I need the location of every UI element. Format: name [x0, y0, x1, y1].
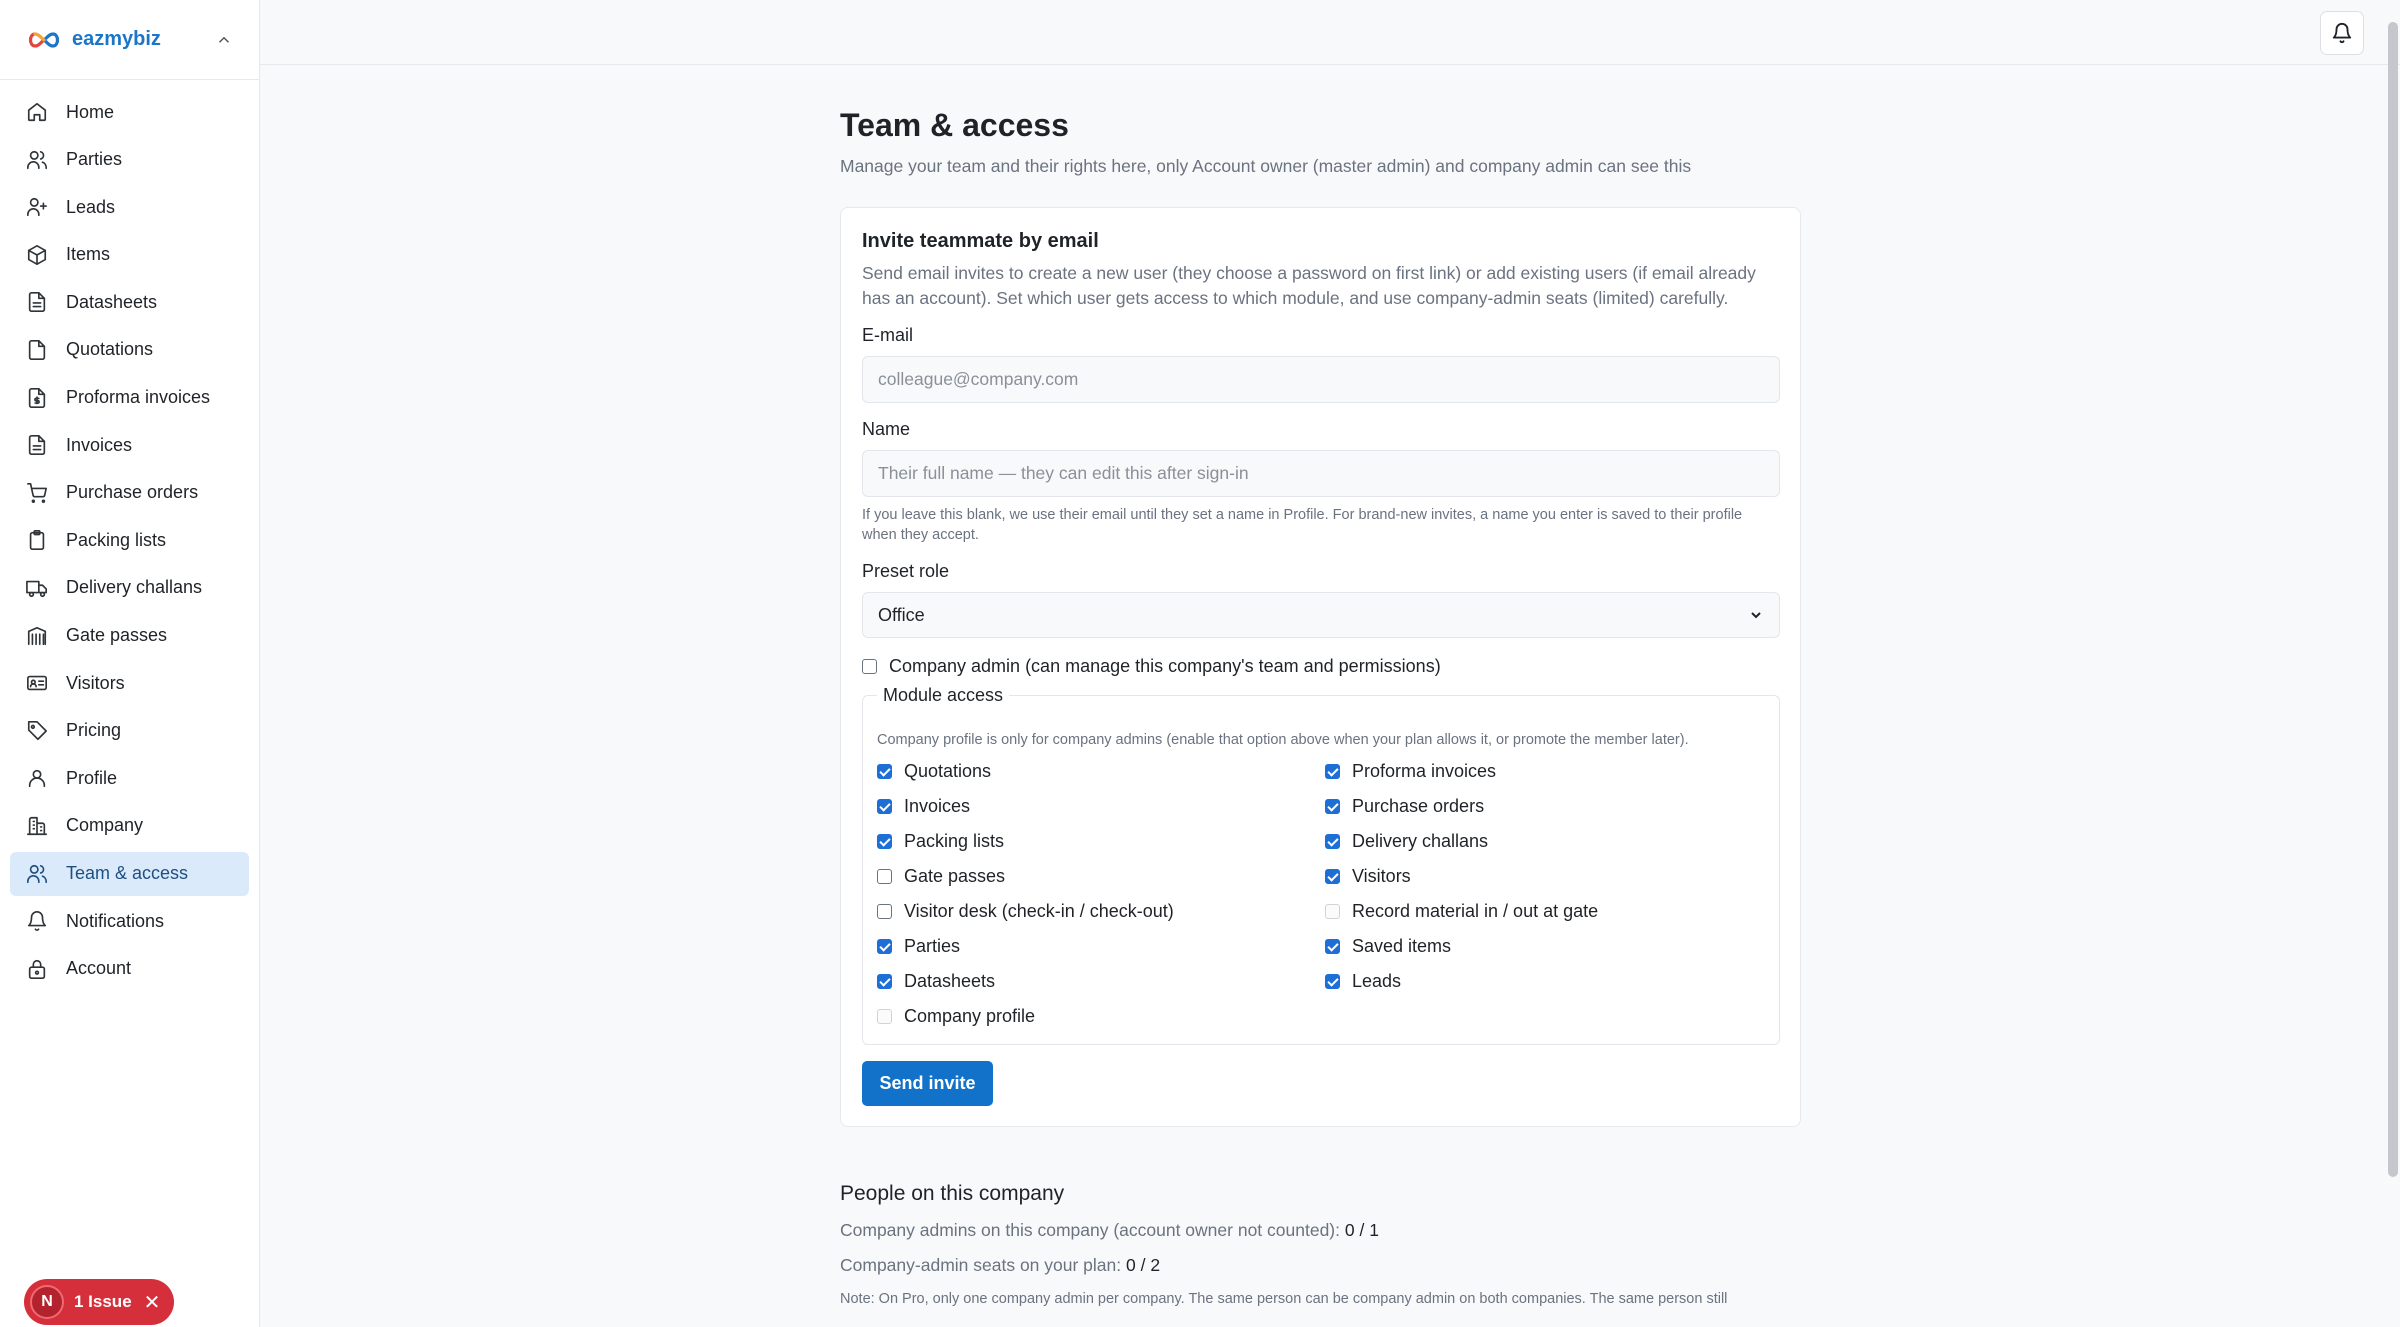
module-label: Parties [904, 936, 961, 956]
users-icon [26, 863, 48, 885]
file-text-icon [26, 291, 48, 313]
sidebar-item-label: Team & access [66, 863, 189, 883]
file-icon [26, 339, 48, 361]
module-access-note: Company profile is only for company admins (enable that option above when your plan allows it, or promote the member later). [877, 732, 1689, 748]
sidebar-item-invoices[interactable] [10, 423, 249, 467]
people-title: People on this company [840, 1182, 1065, 1205]
file-dollar-icon [26, 387, 48, 409]
company-admin-checkbox[interactable] [862, 659, 877, 674]
sidebar-item-delivery-challans[interactable] [10, 566, 249, 610]
module-invoices[interactable] [877, 789, 1325, 824]
module-saved-items[interactable] [1325, 929, 1773, 964]
module-label: Leads [1352, 971, 1402, 991]
module-label: Purchase orders [1352, 796, 1485, 816]
module-label: Datasheets [904, 971, 996, 991]
name-hint: If you leave this blank, we use their email until they set a name in Profile. For brand-new invites, a name you enter is saved to their profile when they accept. [862, 507, 1743, 543]
building-icon [26, 815, 48, 837]
sidebar-item-label: Company [66, 815, 144, 836]
sidebar-item-account[interactable] [10, 947, 249, 991]
name-field[interactable]: Their full name — they can edit this after sign-in [862, 450, 1780, 497]
preset-role-label: Preset role [862, 561, 950, 581]
id-card-icon [26, 672, 48, 694]
sidebar-item-purchase-orders[interactable] [10, 471, 249, 515]
sidebar-item-label: Account [66, 958, 132, 979]
module-datasheets[interactable] [877, 964, 1325, 999]
plan-note: Note: On Pro, only one company admin per company. The same person can be company admin on both companies. The same person still [840, 1291, 1728, 1307]
company-admin-toggle[interactable] [862, 656, 1779, 677]
email-field[interactable]: colleague@company.com [862, 356, 1780, 403]
invite-card [840, 207, 1801, 1127]
sidebar-item-proforma-invoices[interactable] [10, 376, 249, 420]
preset-role-select[interactable] [862, 592, 1780, 638]
module-packing-lists[interactable] [877, 824, 1325, 859]
module-checkbox[interactable] [877, 834, 892, 849]
file-text-icon [26, 434, 48, 456]
sidebar-item-label: Proforma invoices [66, 387, 211, 408]
module-list [877, 754, 1765, 1034]
user-icon [26, 767, 48, 789]
bell-icon [2331, 22, 2353, 44]
main-content [840, 100, 1800, 1310]
seats-stat [840, 1255, 1800, 1276]
sidebar-item-parties[interactable] [10, 138, 249, 182]
brand-name: eazmybiz [72, 28, 161, 50]
module-checkbox[interactable] [1325, 799, 1340, 814]
module-delivery-challans[interactable] [1325, 824, 1773, 859]
module-checkbox[interactable] [1325, 974, 1340, 989]
sidebar-item-label: Leads [66, 196, 116, 217]
invite-description: Send email invites to create a new user (they choose a password on first link) or add existing users (if email already has an account). Set which user gets access to which module, and use company-admin seats (limited) carefully. [862, 263, 1756, 308]
sidebar-item-profile[interactable] [10, 756, 249, 800]
module-label: Saved items [1352, 936, 1452, 956]
sidebar-item-label: Notifications [66, 910, 165, 931]
sidebar-item-label: Pricing [66, 720, 122, 741]
tag-icon [26, 720, 48, 742]
module-label: Company profile [904, 1006, 1036, 1026]
module-label: Visitors [1352, 866, 1411, 886]
module-quotations[interactable] [877, 754, 1325, 789]
module-checkbox[interactable] [1325, 939, 1340, 954]
sidebar-item-label: Datasheets [66, 291, 158, 312]
notifications-button[interactable] [2320, 11, 2364, 55]
issue-avatar: N [30, 1285, 64, 1319]
chevron-up-icon[interactable] [215, 31, 233, 49]
page-scrollbar[interactable] [2388, 22, 2398, 1177]
module-checkbox[interactable] [877, 904, 892, 919]
module-access-legend: Module access [877, 685, 1009, 706]
module-checkbox[interactable] [1325, 834, 1340, 849]
company-admin-label: Company admin (can manage this company's team and permissions) [889, 656, 1441, 676]
send-invite-button[interactable]: Send invite [862, 1061, 993, 1106]
seats-stat-label: Company-admin seats on your plan: [840, 1255, 1122, 1275]
module-checkbox[interactable] [1325, 764, 1340, 779]
sidebar-item-label: Invoices [66, 434, 133, 455]
module-visitor-desk-check-in-check-out[interactable] [877, 894, 1325, 929]
module-leads[interactable] [1325, 964, 1773, 999]
sidebar-nav [0, 80, 259, 1004]
issue-label[interactable]: 1 Issue [74, 1292, 132, 1311]
sidebar-item-team-and-access[interactable] [10, 852, 249, 896]
module-visitors[interactable] [1325, 859, 1773, 894]
sidebar-item-label: Profile [66, 767, 118, 788]
name-label: Name [862, 419, 911, 439]
module-checkbox [877, 1009, 892, 1024]
bell-icon [26, 910, 48, 932]
sidebar-item-quotations[interactable] [10, 328, 249, 372]
truck-icon [26, 577, 48, 599]
page-title: Team & access [840, 107, 1069, 143]
sidebar-item-visitors[interactable] [10, 661, 249, 705]
infinity-logo-icon [26, 30, 62, 50]
sidebar-item-label: Delivery challans [66, 577, 203, 598]
issue-badge[interactable] [24, 1279, 174, 1325]
module-record-material-in-out-at-gate [1325, 894, 1773, 929]
company-switcher[interactable] [0, 0, 259, 80]
sidebar-item-gate-passes[interactable] [10, 614, 249, 658]
module-checkbox[interactable] [877, 939, 892, 954]
module-parties[interactable] [877, 929, 1325, 964]
sidebar-item-label: Purchase orders [66, 482, 199, 503]
sidebar-item-label: Packing lists [66, 529, 167, 550]
sidebar-item-packing-lists[interactable] [10, 518, 249, 562]
sidebar-item-label: Visitors [66, 672, 125, 693]
sidebar-item-label: Home [66, 101, 115, 122]
module-label: Proforma invoices [1352, 761, 1497, 781]
users-icon [26, 149, 48, 171]
module-label: Quotations [904, 761, 992, 781]
preset-role-value: Office [878, 604, 925, 625]
sidebar-item-company[interactable] [10, 804, 249, 848]
admins-stat-value: 0 / 1 [1344, 1220, 1379, 1240]
sidebar-item-label: Items [66, 244, 111, 265]
home-icon [26, 101, 48, 123]
module-label: Gate passes [904, 866, 1006, 886]
module-purchase-orders[interactable] [1325, 789, 1773, 824]
gate-icon [26, 625, 48, 647]
user-plus-icon [26, 196, 48, 218]
module-company-profile [877, 999, 1325, 1034]
clipboard-icon [26, 529, 48, 551]
module-proforma-invoices[interactable] [1325, 754, 1773, 789]
sidebar-item-notifications[interactable] [10, 899, 249, 943]
module-checkbox [1325, 904, 1340, 919]
email-label: E-mail [862, 325, 914, 345]
module-gate-passes[interactable] [877, 859, 1325, 894]
sidebar-item-label: Quotations [66, 339, 154, 360]
module-label: Record material in / out at gate [1352, 901, 1599, 921]
sidebar-item-datasheets[interactable] [10, 280, 249, 324]
module-label: Visitor desk (check-in / check-out) [904, 901, 1174, 921]
module-checkbox[interactable] [1325, 869, 1340, 884]
module-label: Packing lists [904, 831, 1005, 851]
sidebar-item-pricing[interactable] [10, 709, 249, 753]
module-checkbox[interactable] [877, 799, 892, 814]
admins-stat [840, 1220, 1800, 1241]
topbar [260, 0, 2400, 65]
lock-icon [26, 958, 48, 980]
module-label: Delivery challans [1352, 831, 1489, 851]
module-checkbox[interactable] [877, 974, 892, 989]
admins-stat-label: Company admins on this company (account owner not counted): [840, 1220, 1340, 1240]
chevron-down-icon [1748, 607, 1764, 623]
sidebar-item-label: Gate passes [66, 625, 168, 646]
module-label: Invoices [904, 796, 971, 816]
close-icon[interactable]: ✕ [143, 1291, 161, 1314]
module-checkbox[interactable] [877, 869, 892, 884]
cart-icon [26, 482, 48, 504]
sidebar [0, 0, 260, 1327]
sidebar-item-home[interactable] [10, 90, 249, 134]
seats-stat-value: 0 / 2 [1126, 1255, 1161, 1275]
module-checkbox[interactable] [877, 764, 892, 779]
sidebar-item-leads[interactable] [10, 185, 249, 229]
page-subtitle: Manage your team and their rights here, only Account owner (master admin) and company admin can see this [840, 156, 1692, 176]
sidebar-item-items[interactable] [10, 233, 249, 277]
box-icon [26, 244, 48, 266]
invite-title: Invite teammate by email [862, 230, 1099, 252]
sidebar-item-label: Parties [66, 149, 123, 170]
module-access-fieldset [862, 685, 1780, 1045]
